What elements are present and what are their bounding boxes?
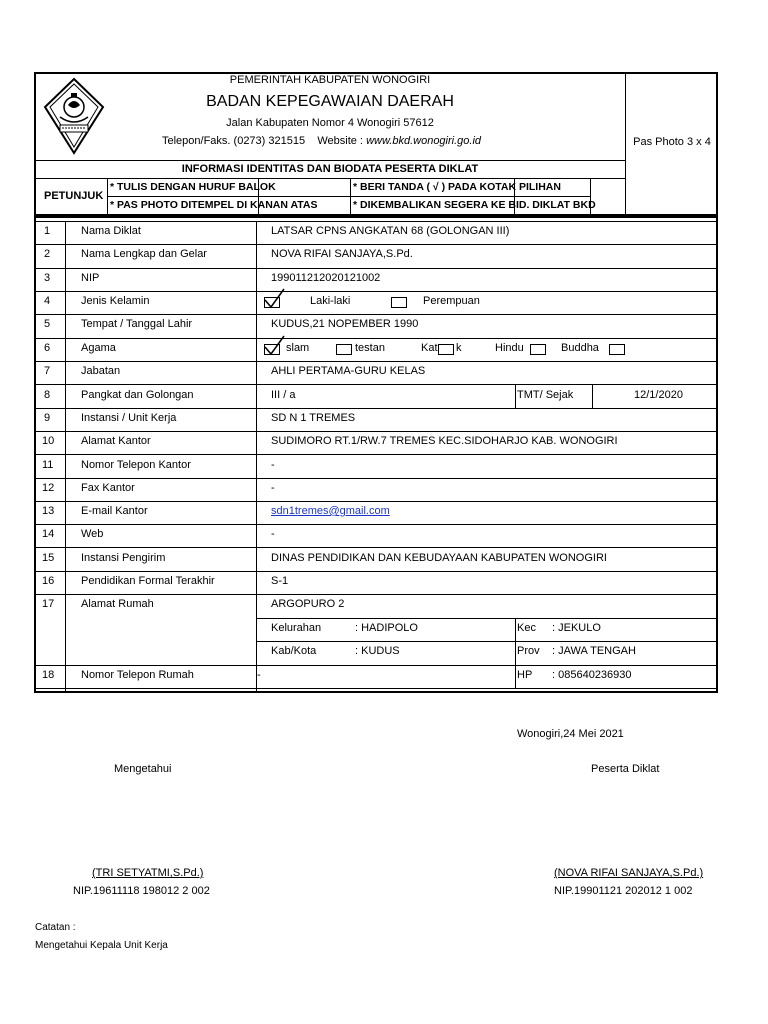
label-jabatan: Jabatan — [81, 365, 121, 377]
row-line — [35, 338, 717, 339]
row-no-7: 7 — [44, 365, 51, 377]
row-no-17: 17 — [42, 598, 55, 610]
website-link[interactable]: www.bkd.wonogiri.go.id — [366, 135, 482, 147]
photo-placeholder: Pas Photo 3 x 4 — [633, 136, 711, 148]
value-prov[interactable]: : JAWA TENGAH — [552, 645, 636, 657]
label-alamat-rumah: Alamat Rumah — [81, 598, 154, 610]
tmt-divider-left — [515, 384, 516, 408]
label-nama-lengkap: Nama Lengkap dan Gelar — [81, 248, 207, 260]
website-label: Website : — [317, 135, 363, 147]
kec-divider — [515, 618, 516, 665]
table-bottom-inner — [35, 688, 717, 689]
hp-divider — [515, 665, 516, 688]
value-telepon-kantor[interactable]: - — [271, 459, 275, 471]
option-protestan: testan — [355, 342, 385, 354]
option-katolik-end: k — [456, 342, 462, 354]
row-line — [35, 665, 717, 666]
row-no-10: 10 — [42, 435, 55, 447]
row-line — [35, 571, 717, 572]
right-sign-title: Peserta Diklat — [591, 763, 660, 775]
value-alamat-kantor[interactable]: SUDIMORO RT.1/RW.7 TREMES KEC.SIDOHARJO KAB. WONOGIRI — [271, 435, 618, 447]
value-pangkat[interactable]: III / a — [271, 389, 296, 401]
row-line — [35, 291, 717, 292]
label-instansi: Instansi / Unit Kerja — [81, 412, 177, 424]
row-no-13: 13 — [42, 505, 55, 517]
label-nip: NIP — [81, 272, 100, 284]
checkbox-perempuan[interactable] — [391, 297, 407, 308]
row-no-18: 18 — [42, 669, 55, 681]
value-kec[interactable]: : JEKULO — [552, 622, 601, 634]
label-web: Web — [81, 528, 104, 540]
section-title: INFORMASI IDENTITAS DAN BIODATA PESERTA DIKLAT — [181, 163, 479, 175]
value-nip[interactable]: 199011212020121002 — [271, 272, 381, 284]
notes-label: Catatan : — [35, 922, 76, 933]
row-line — [35, 478, 717, 479]
row-line — [35, 547, 717, 548]
value-hp[interactable]: : 085640236930 — [552, 669, 632, 681]
option-perempuan: Perempuan — [423, 295, 480, 307]
label-kec: Kec — [517, 622, 536, 634]
option-katolik: Kat — [421, 342, 438, 354]
label-instansi-pengirim: Instansi Pengirim — [81, 552, 166, 564]
agency-phone: Telepon/Faks. (0273) 321515 — [162, 135, 306, 147]
label-email-kantor: E-mail Kantor — [81, 505, 148, 517]
row-no-16: 16 — [42, 575, 55, 587]
left-signer-nip: NIP.19611118 198012 2 002 — [73, 885, 210, 897]
row-no-3: 3 — [44, 272, 51, 284]
value-nama-lengkap[interactable]: NOVA RIFAI SANJAYA,S.Pd. — [271, 248, 413, 260]
row-no-15: 15 — [42, 552, 55, 564]
petunjuk-mid-col — [350, 178, 351, 215]
value-pendidikan[interactable]: S-1 — [271, 575, 289, 587]
checkbox-katolik[interactable] — [438, 344, 454, 355]
title-divider — [35, 178, 626, 179]
row-line — [35, 268, 717, 269]
value-kelurahan[interactable]: : HADIPOLO — [355, 622, 418, 634]
row-no-5: 5 — [44, 318, 51, 330]
value-fax-kantor[interactable]: - — [271, 482, 275, 494]
label-telepon-rumah: Nomor Telepon Rumah — [81, 669, 194, 681]
value-ttl[interactable]: KUDUS,21 NOPEMBER 1990 — [271, 318, 419, 330]
option-laki-laki: Laki-laki — [310, 295, 351, 307]
checkbox-hindu[interactable] — [530, 344, 546, 355]
row-line — [35, 361, 717, 362]
label-pendidikan: Pendidikan Formal Terakhir — [81, 575, 215, 587]
right-signer-nip: NIP.19901121 202012 1 002 — [554, 885, 693, 897]
row-no-8: 8 — [44, 389, 51, 401]
label-alamat-kantor: Alamat Kantor — [81, 435, 151, 447]
row-no-12: 12 — [42, 482, 55, 494]
value-instansi-pengirim[interactable]: DINAS PENDIDIKAN DAN KEBUDAYAAN KABUPATEN WONOGIRI — [271, 552, 607, 564]
row-line — [35, 431, 717, 432]
left-sign-title: Mengetahui — [114, 763, 172, 775]
check-mark-icon — [262, 334, 286, 359]
value-telepon-rumah[interactable]: - — [257, 669, 261, 681]
label-hp: HP — [517, 669, 533, 681]
row-no-14: 14 — [42, 528, 55, 540]
petunjuk-item-3: * PAS PHOTO DITEMPEL DI KANAN ATAS — [110, 199, 318, 211]
value-web[interactable]: - — [271, 528, 275, 540]
petunjuk-item-1: * TULIS DENGAN HURUF BALOK — [110, 181, 276, 193]
value-instansi[interactable]: SD N 1 TREMES — [271, 412, 356, 424]
row-no-1: 1 — [44, 225, 51, 237]
row-no-11: 11 — [42, 459, 54, 471]
petunjuk-item-2: * BERI TANDA ( √ ) PADA KOTAK PILIHAN — [353, 181, 561, 193]
row-line — [35, 454, 717, 455]
label-jenis-kelamin: Jenis Kelamin — [81, 295, 150, 307]
label-kelurahan: Kelurahan — [271, 622, 322, 634]
value-tmt[interactable]: 12/1/2020 — [634, 389, 683, 401]
row-no-4: 4 — [44, 295, 51, 307]
checkbox-buddha[interactable] — [609, 344, 625, 355]
label-tmt: TMT/ Sejak — [517, 389, 574, 401]
tmt-divider-right — [592, 384, 593, 408]
row-line — [35, 594, 717, 595]
label-agama: Agama — [81, 342, 116, 354]
header-divider — [35, 160, 626, 161]
row-no-9: 9 — [44, 412, 51, 424]
value-jabatan[interactable]: AHLI PERTAMA-GURU KELAS — [271, 365, 426, 377]
row-line — [35, 408, 717, 409]
value-email-kantor[interactable]: sdn1tremes@gmail.com — [271, 505, 390, 517]
checkbox-protestan[interactable] — [336, 344, 352, 355]
row-line — [35, 244, 717, 245]
row-line — [256, 641, 717, 642]
label-nama-diklat: Nama Diklat — [81, 225, 141, 237]
place-date: Wonogiri,24 Mei 2021 — [517, 728, 624, 740]
petunjuk-item-4: * DIKEMBALIKAN SEGERA KE BID. DIKLAT BKD — [353, 199, 596, 211]
label-prov: Prov — [517, 645, 540, 657]
photo-divider — [625, 73, 626, 215]
row-line — [35, 524, 717, 525]
agency-contact — [162, 135, 481, 147]
notes-line-1: Mengetahui Kepala Unit Kerja — [35, 940, 168, 951]
option-hindu: Hindu — [495, 342, 524, 354]
row-line — [35, 314, 717, 315]
agency-name: BADAN KEPEGAWAIAN DAERAH — [206, 93, 454, 110]
row-no-2: 2 — [44, 248, 51, 260]
label-telepon-kantor: Nomor Telepon Kantor — [81, 459, 191, 471]
check-mark-icon — [262, 287, 286, 312]
value-kab[interactable]: : KUDUS — [355, 645, 400, 657]
option-buddha: Buddha — [561, 342, 599, 354]
left-signer-name: (TRI SETYATMI,S.Pd.) — [92, 867, 204, 879]
row-line — [35, 384, 717, 385]
option-islam: slam — [286, 342, 310, 354]
agency-address: Jalan Kabupaten Nomor 4 Wonogiri 57612 — [226, 117, 434, 129]
row-line — [35, 501, 717, 502]
label-ttl: Tempat / Tanggal Lahir — [81, 318, 193, 330]
label-pangkat: Pangkat dan Golongan — [81, 389, 194, 401]
right-signer-name: (NOVA RIFAI SANJAYA,S.Pd.) — [554, 867, 704, 879]
row-line — [256, 618, 717, 619]
table-top-double — [35, 221, 717, 222]
value-nama-diklat[interactable]: LATSAR CPNS ANGKATAN 68 (GOLONGAN III) — [271, 225, 510, 237]
petunjuk-label: PETUNJUK — [44, 190, 104, 202]
value-alamat-rumah[interactable]: ARGOPURO 2 — [271, 598, 345, 610]
row-no-6: 6 — [44, 342, 51, 354]
gov-name: PEMERINTAH KABUPATEN WONOGIRI — [229, 74, 431, 86]
logo — [42, 77, 106, 155]
petunjuk-col-divider — [107, 178, 108, 215]
label-fax-kantor: Fax Kantor — [81, 482, 135, 494]
label-kab: Kab/Kota — [271, 645, 317, 657]
